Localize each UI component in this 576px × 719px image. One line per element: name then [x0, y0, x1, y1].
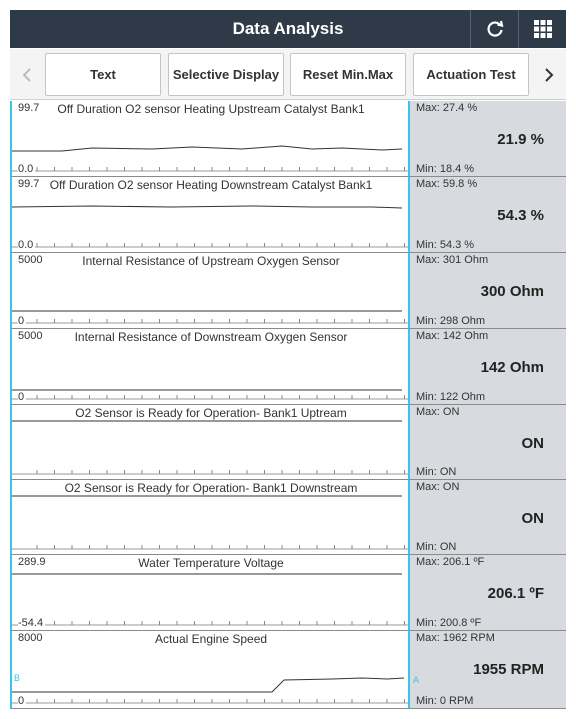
row-info — [408, 329, 566, 405]
graph-title: Off Duration O2 sensor Heating Upstream Catalyst Bank1 — [57, 102, 365, 116]
row-info — [408, 480, 566, 555]
row-graph — [10, 631, 408, 709]
max-value: Max: 142 Ohm — [416, 330, 489, 342]
page-title: Data Analysis — [232, 19, 344, 38]
min-value: Min: 54.3 % — [416, 239, 475, 251]
max-value: Max: 59.8 % — [416, 178, 478, 190]
reset-min-max-button[interactable]: Reset Min.Max — [290, 53, 406, 96]
row-graph — [10, 101, 408, 177]
graph-title: O2 Sensor is Ready for Operation- Bank1 Downstream — [64, 481, 358, 495]
data-row[interactable] — [10, 329, 566, 405]
row-graph — [10, 329, 408, 405]
graph-scale-min: 0 — [18, 391, 25, 403]
next-button[interactable] — [534, 53, 564, 96]
data-row[interactable] — [10, 480, 566, 555]
max-value: Max: 301 Ohm — [416, 254, 489, 266]
min-value: Min: 0 RPM — [416, 695, 474, 707]
title-bar — [10, 10, 566, 48]
min-value: Min: ON — [416, 466, 457, 478]
row-info — [408, 101, 566, 177]
max-value: Max: 206.1 ºF — [416, 556, 485, 568]
grid-menu-button[interactable] — [518, 10, 566, 48]
max-value: Max: ON — [416, 406, 460, 418]
row-info — [408, 253, 566, 329]
cursor-marker-b: B — [14, 673, 21, 683]
graph-scale-min: -54.4 — [18, 617, 44, 629]
current-value: 1955 RPM — [473, 661, 544, 678]
selective-display-button[interactable]: Selective Display — [168, 53, 284, 96]
row-graph — [10, 555, 408, 631]
graph-scale-min: 0.0 — [18, 239, 34, 251]
data-row[interactable] — [10, 555, 566, 631]
chevron-left-icon — [22, 67, 32, 83]
graph-scale-max: 8000 — [18, 632, 43, 644]
row-info — [408, 405, 566, 480]
row-info — [408, 555, 566, 631]
current-value: ON — [521, 510, 544, 527]
graph-title: Off Duration O2 sensor Heating Downstream Catalyst Bank1 — [49, 178, 373, 192]
min-value: Min: ON — [416, 541, 457, 553]
grid-menu-icon — [534, 20, 552, 38]
data-rows[interactable] — [10, 101, 566, 709]
graph-scale-min: 0.0 — [18, 163, 34, 175]
graph-scale-min: 0 — [18, 315, 25, 327]
row-info — [408, 177, 566, 253]
graph-title: Water Temperature Voltage — [138, 556, 284, 570]
graph-title: O2 Sensor is Ready for Operation- Bank1 Uptream — [75, 406, 347, 420]
graph-title: Internal Resistance of Upstream Oxygen Sensor — [82, 254, 340, 268]
max-value: Max: 27.4 % — [416, 102, 478, 114]
data-row[interactable] — [10, 631, 566, 709]
current-value: 206.1 ºF — [487, 585, 544, 602]
min-value: Min: 298 Ohm — [416, 315, 486, 327]
min-value: Min: 18.4 % — [416, 163, 475, 175]
data-row[interactable] — [10, 405, 566, 480]
graph-title: Internal Resistance of Downstream Oxygen Sensor — [74, 330, 348, 344]
prev-button[interactable] — [12, 53, 42, 96]
current-value: 54.3 % — [497, 207, 544, 224]
data-row[interactable] — [10, 101, 566, 177]
graph-scale-max: 289.9 — [18, 556, 46, 568]
actuation-test-button[interactable]: Actuation Test — [413, 53, 529, 96]
cursor-marker-a: A — [413, 675, 420, 685]
graph-scale-max: 99.7 — [18, 102, 40, 114]
refresh-icon — [485, 19, 505, 39]
row-info — [408, 631, 566, 709]
current-value: ON — [521, 435, 544, 452]
data-row[interactable] — [10, 177, 566, 253]
graph-scale-max: 99.7 — [18, 178, 40, 190]
graph-scale-min: 0 — [18, 695, 25, 707]
row-graph — [10, 253, 408, 329]
graph-scale-max: 5000 — [18, 254, 43, 266]
row-graph — [10, 480, 408, 555]
chevron-right-icon — [544, 67, 554, 83]
max-value: Max: ON — [416, 481, 460, 493]
current-value: 21.9 % — [497, 131, 544, 148]
current-value: 300 Ohm — [480, 283, 544, 300]
data-row[interactable] — [10, 253, 566, 329]
toolbar — [10, 49, 566, 100]
min-value: Min: 200.8 ºF — [416, 617, 482, 629]
graph-scale-max: 5000 — [18, 330, 43, 342]
min-value: Min: 122 Ohm — [416, 391, 486, 403]
max-value: Max: 1962 RPM — [416, 632, 495, 644]
row-graph — [10, 405, 408, 480]
row-graph — [10, 177, 408, 253]
current-value: 142 Ohm — [480, 359, 544, 376]
refresh-button[interactable] — [470, 10, 518, 48]
graph-title: Actual Engine Speed — [154, 632, 268, 646]
text-button[interactable]: Text — [45, 53, 161, 96]
